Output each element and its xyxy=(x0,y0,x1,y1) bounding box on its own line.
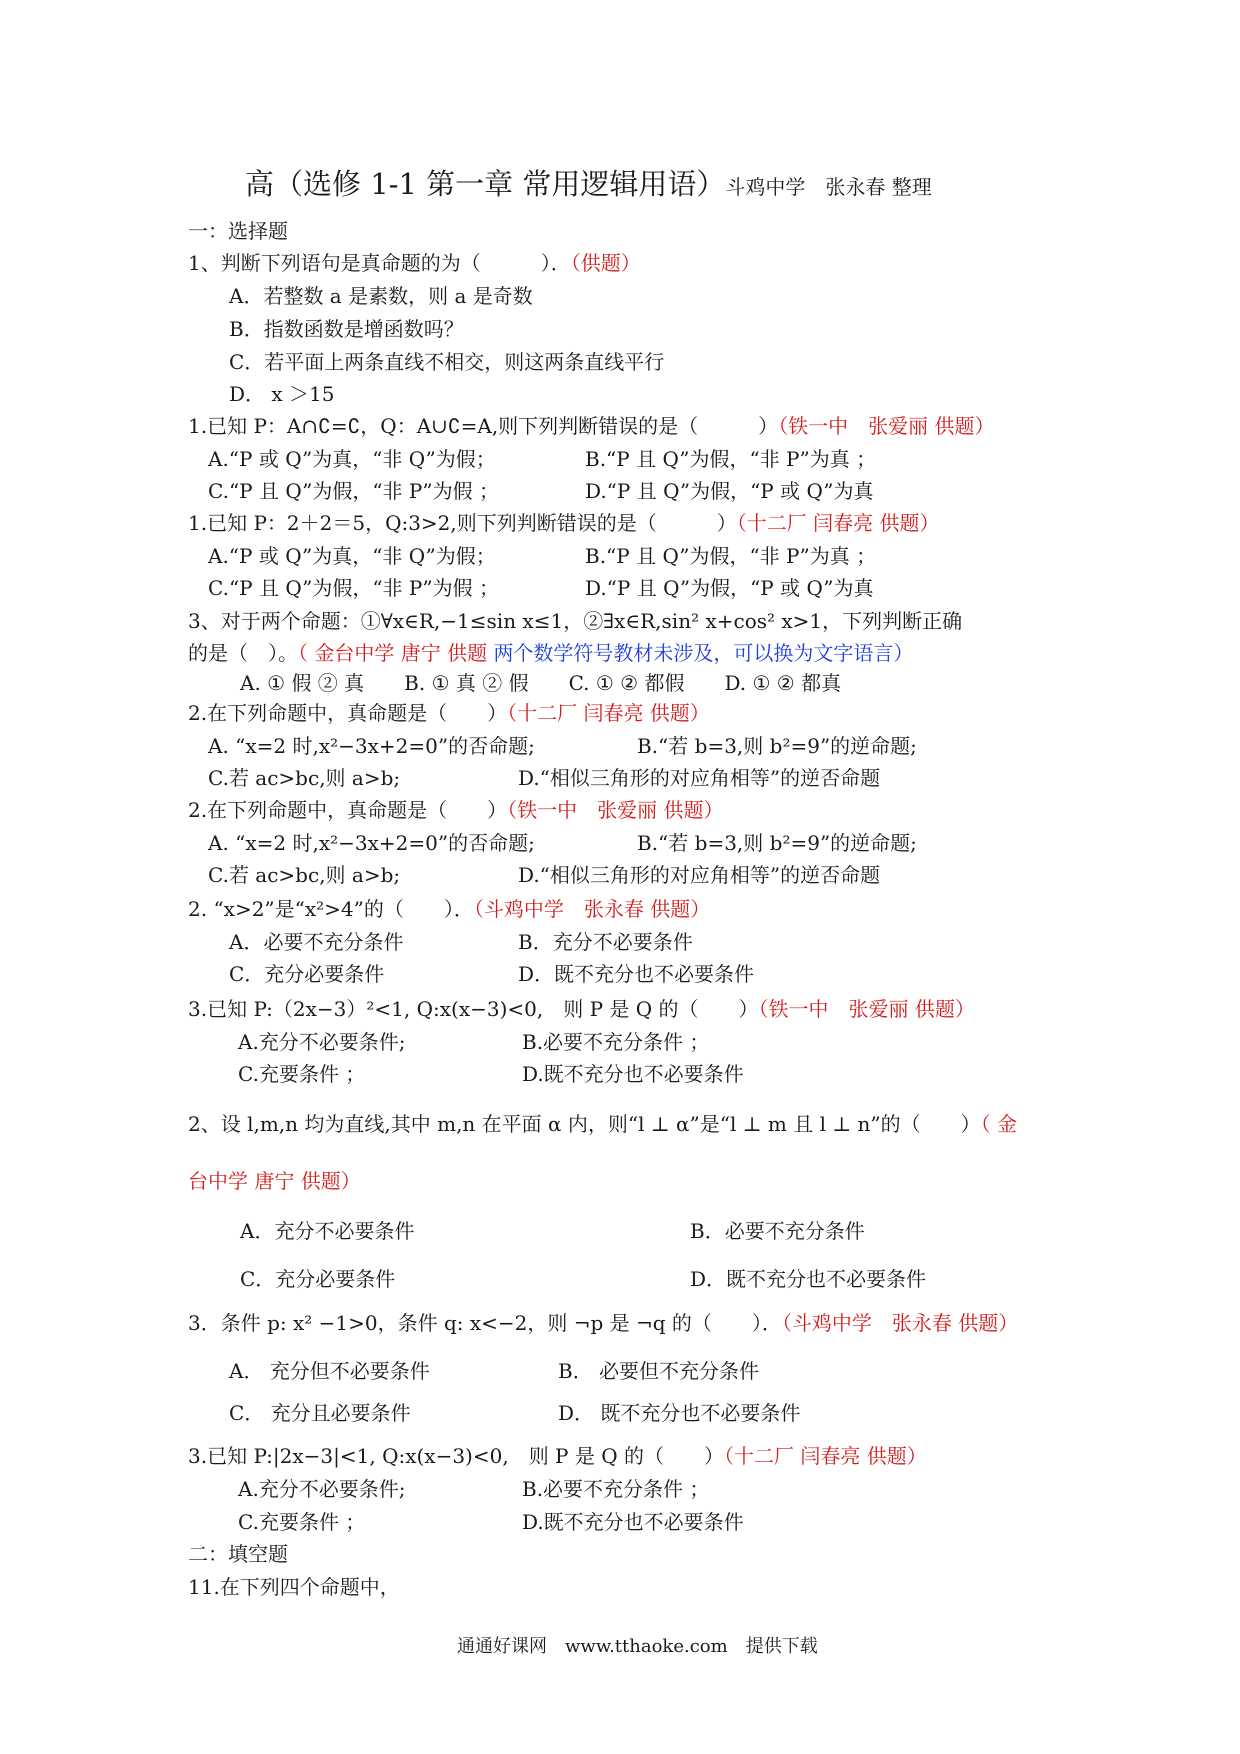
stem-text: 2、设 l,m,n 均为直线,其中 m,n 在平面 α 内，则“l ⊥ α”是“l ⊥ m 且 l ⊥ n”的（ ） xyxy=(188,1112,981,1136)
credit-text: （十二厂 闫春亮 供题） xyxy=(724,1444,927,1468)
q1-option-a: A．若整数 a 是素数，则 a 是奇数 xyxy=(229,284,533,308)
credit-text: （斗鸡中学 张永春 供题） xyxy=(473,897,711,921)
q3d-option-c: C.充要条件 ； xyxy=(238,1510,366,1534)
q1b-option-d: D.“P 且 Q”为假，“P 或 Q”为真 xyxy=(585,479,874,503)
q2b-option-c: C.若 ac>bc,则 a>b; xyxy=(208,863,401,887)
q2c-option-b: B．充分不必要条件 xyxy=(518,930,693,954)
q1c-option-a: A.“P 或 Q”为真，“非 Q”为假； xyxy=(208,544,496,568)
question-3-stem-line2 xyxy=(188,640,913,666)
q2b-option-a: A. “x=2 时,x²−3x+2=0”的否命题; xyxy=(208,831,535,855)
q2a-option-d: D.“相似三角形的对应角相等”的逆否命题 xyxy=(518,766,881,790)
q1-option-c: C．若平面上两条直线不相交，则这两条直线平行 xyxy=(229,350,665,374)
credit-text: （十二厂 闫春亮 供题） xyxy=(736,511,940,535)
question-2d-stem xyxy=(188,1111,1017,1137)
q3c-option-a: A． 充分但不必要条件 xyxy=(229,1359,430,1383)
q2d-option-b: B．必要不充分条件 xyxy=(690,1219,865,1243)
stem-text: 3.已知 P:|2x−3|<1, Q:x(x−3)<0, 则 P 是 Q 的（ ） xyxy=(188,1444,724,1468)
credit-text: （ 金台中学 唐宁 供题 xyxy=(298,641,488,665)
q1c-option-d: D.“P 且 Q”为假，“P 或 Q”为真 xyxy=(585,576,874,600)
q1-option-b: B．指数函数是增函数吗？ xyxy=(229,317,464,341)
stem-text: 3．条件 p: x² −1>0，条件 q: x<−2，则 ¬p 是 ¬q 的（ ）． xyxy=(188,1311,782,1335)
question-1c-stem xyxy=(188,510,940,536)
q3c-option-b: B． 必要但不充分条件 xyxy=(558,1359,760,1383)
credit-text: （供题） xyxy=(570,251,641,275)
section-fill-heading: 二：填空题 xyxy=(188,1542,288,1566)
q2c-option-a: A．必要不充分条件 xyxy=(229,930,404,954)
question-3c-stem xyxy=(188,1310,1018,1336)
credit-text: （十二厂 闫春亮 供题） xyxy=(507,701,710,725)
question-2c-stem xyxy=(188,896,710,922)
q3c-option-d: D． 既不充分也不必要条件 xyxy=(558,1401,801,1425)
credit-text: （铁一中 张爱丽 供题） xyxy=(758,997,975,1021)
q1c-option-b: B.“P 且 Q”为假，“非 P”为真 ； xyxy=(585,544,877,568)
q2a-option-a: A. “x=2 时,x²−3x+2=0”的否命题; xyxy=(208,734,535,758)
question-2d-credit-cont: 台中学 唐宁 供题） xyxy=(188,1169,361,1193)
q1b-option-c: C.“P 且 Q”为假，“非 P”为假 ； xyxy=(208,479,499,503)
q3b-option-c: C.充要条件 ； xyxy=(238,1062,366,1086)
credit-text: （ 金 xyxy=(980,1112,1017,1136)
q2c-option-d: D．既不充分也不必要条件 xyxy=(518,962,755,986)
q2b-option-b: B.“若 b=3,则 b²=9”的逆命题; xyxy=(637,831,917,855)
title-main: 高（选修 1-1 第一章 常用逻辑用语） xyxy=(245,167,726,201)
page-title xyxy=(245,166,932,205)
q3b-option-d: D.既不充分也不必要条件 xyxy=(522,1062,744,1086)
page-footer: 通通好课网 www.tthaoke.com 提供下载 xyxy=(457,1636,818,1657)
q3d-option-d: D.既不充分也不必要条件 xyxy=(522,1510,744,1534)
q1c-option-c: C.“P 且 Q”为假，“非 P”为假 ； xyxy=(208,576,499,600)
stem-text: 1.已知 P：2＋2＝5，Q:3>2,则下列判断错误的是（ ） xyxy=(188,511,737,535)
note-text: 两个数学符号教材未涉及，可以换为文字语言） xyxy=(493,641,914,665)
question-2b-stem xyxy=(188,797,723,823)
q2a-option-c: C.若 ac>bc,则 a>b; xyxy=(208,766,401,790)
stem-text: 3.已知 P:（2x−3）²<1, Q:x(x−3)<0, 则 P 是 Q 的（ ） xyxy=(188,997,759,1021)
q3d-option-a: A.充分不必要条件; xyxy=(238,1477,406,1501)
q1b-option-a: A.“P 或 Q”为真，“非 Q”为假； xyxy=(208,447,496,471)
q3d-option-b: B.必要不充分条件 ； xyxy=(522,1477,710,1501)
q2d-option-d: D．既不充分也不必要条件 xyxy=(690,1267,927,1291)
question-1-stem xyxy=(188,250,641,276)
stem-text: 的是（ ）。 xyxy=(188,641,298,665)
q2b-option-d: D.“相似三角形的对应角相等”的逆否命题 xyxy=(518,863,881,887)
q2d-option-c: C．充分必要条件 xyxy=(240,1267,396,1291)
credit-text: （铁一中 张爱丽 供题） xyxy=(507,798,724,822)
q2c-option-c: C．充分必要条件 xyxy=(229,962,385,986)
q3-options: A. ① 假 ② 真 B. ① 真 ② 假 C. ① ② 都假 D. ① ② 都真 xyxy=(240,671,842,695)
q3b-option-a: A.充分不必要条件; xyxy=(238,1030,406,1054)
stem-text: 2.在下列命题中，真命题是（ ） xyxy=(188,798,508,822)
stem-text: 1、判断下列语句是真命题的为（ ）． xyxy=(188,251,571,275)
q3c-option-c: C． 充分且必要条件 xyxy=(229,1401,411,1425)
q2a-option-b: B.“若 b=3,则 b²=9”的逆命题; xyxy=(637,734,917,758)
question-3d-stem xyxy=(188,1443,927,1469)
question-3-stem-line1: 3、对于两个命题：①∀x∈R,−1≤sin x≤1，②∃x∈R,sin² x+cos² x>1，下列判断正确 xyxy=(188,609,963,633)
title-author: 斗鸡中学 张永春 整理 xyxy=(725,175,932,199)
credit-text: （铁一中 张爱丽 供题） xyxy=(778,414,995,438)
credit-text: （斗鸡中学 张永春 供题） xyxy=(781,1311,1019,1335)
question-2a-stem xyxy=(188,700,710,726)
section-choice-heading: 一：选择题 xyxy=(188,219,288,243)
stem-text: 1.已知 P：A∩∁=∁，Q：A∪∁=A,则下列判断错误的是（ ） xyxy=(188,414,779,438)
question-1b-stem xyxy=(188,413,995,439)
stem-text: 2.在下列命题中，真命题是（ ） xyxy=(188,701,508,725)
q2d-option-a: A．充分不必要条件 xyxy=(240,1219,415,1243)
q1-option-d: D． x ＞15 xyxy=(229,382,335,406)
q3b-option-b: B.必要不充分条件 ； xyxy=(522,1030,710,1054)
q1b-option-b: B.“P 且 Q”为假，“非 P”为真 ； xyxy=(585,447,877,471)
question-11-stem: 11.在下列四个命题中， xyxy=(188,1575,400,1599)
question-3b-stem xyxy=(188,996,975,1022)
stem-text: 2. “x>2”是“x²>4”的（ ）． xyxy=(188,897,474,921)
